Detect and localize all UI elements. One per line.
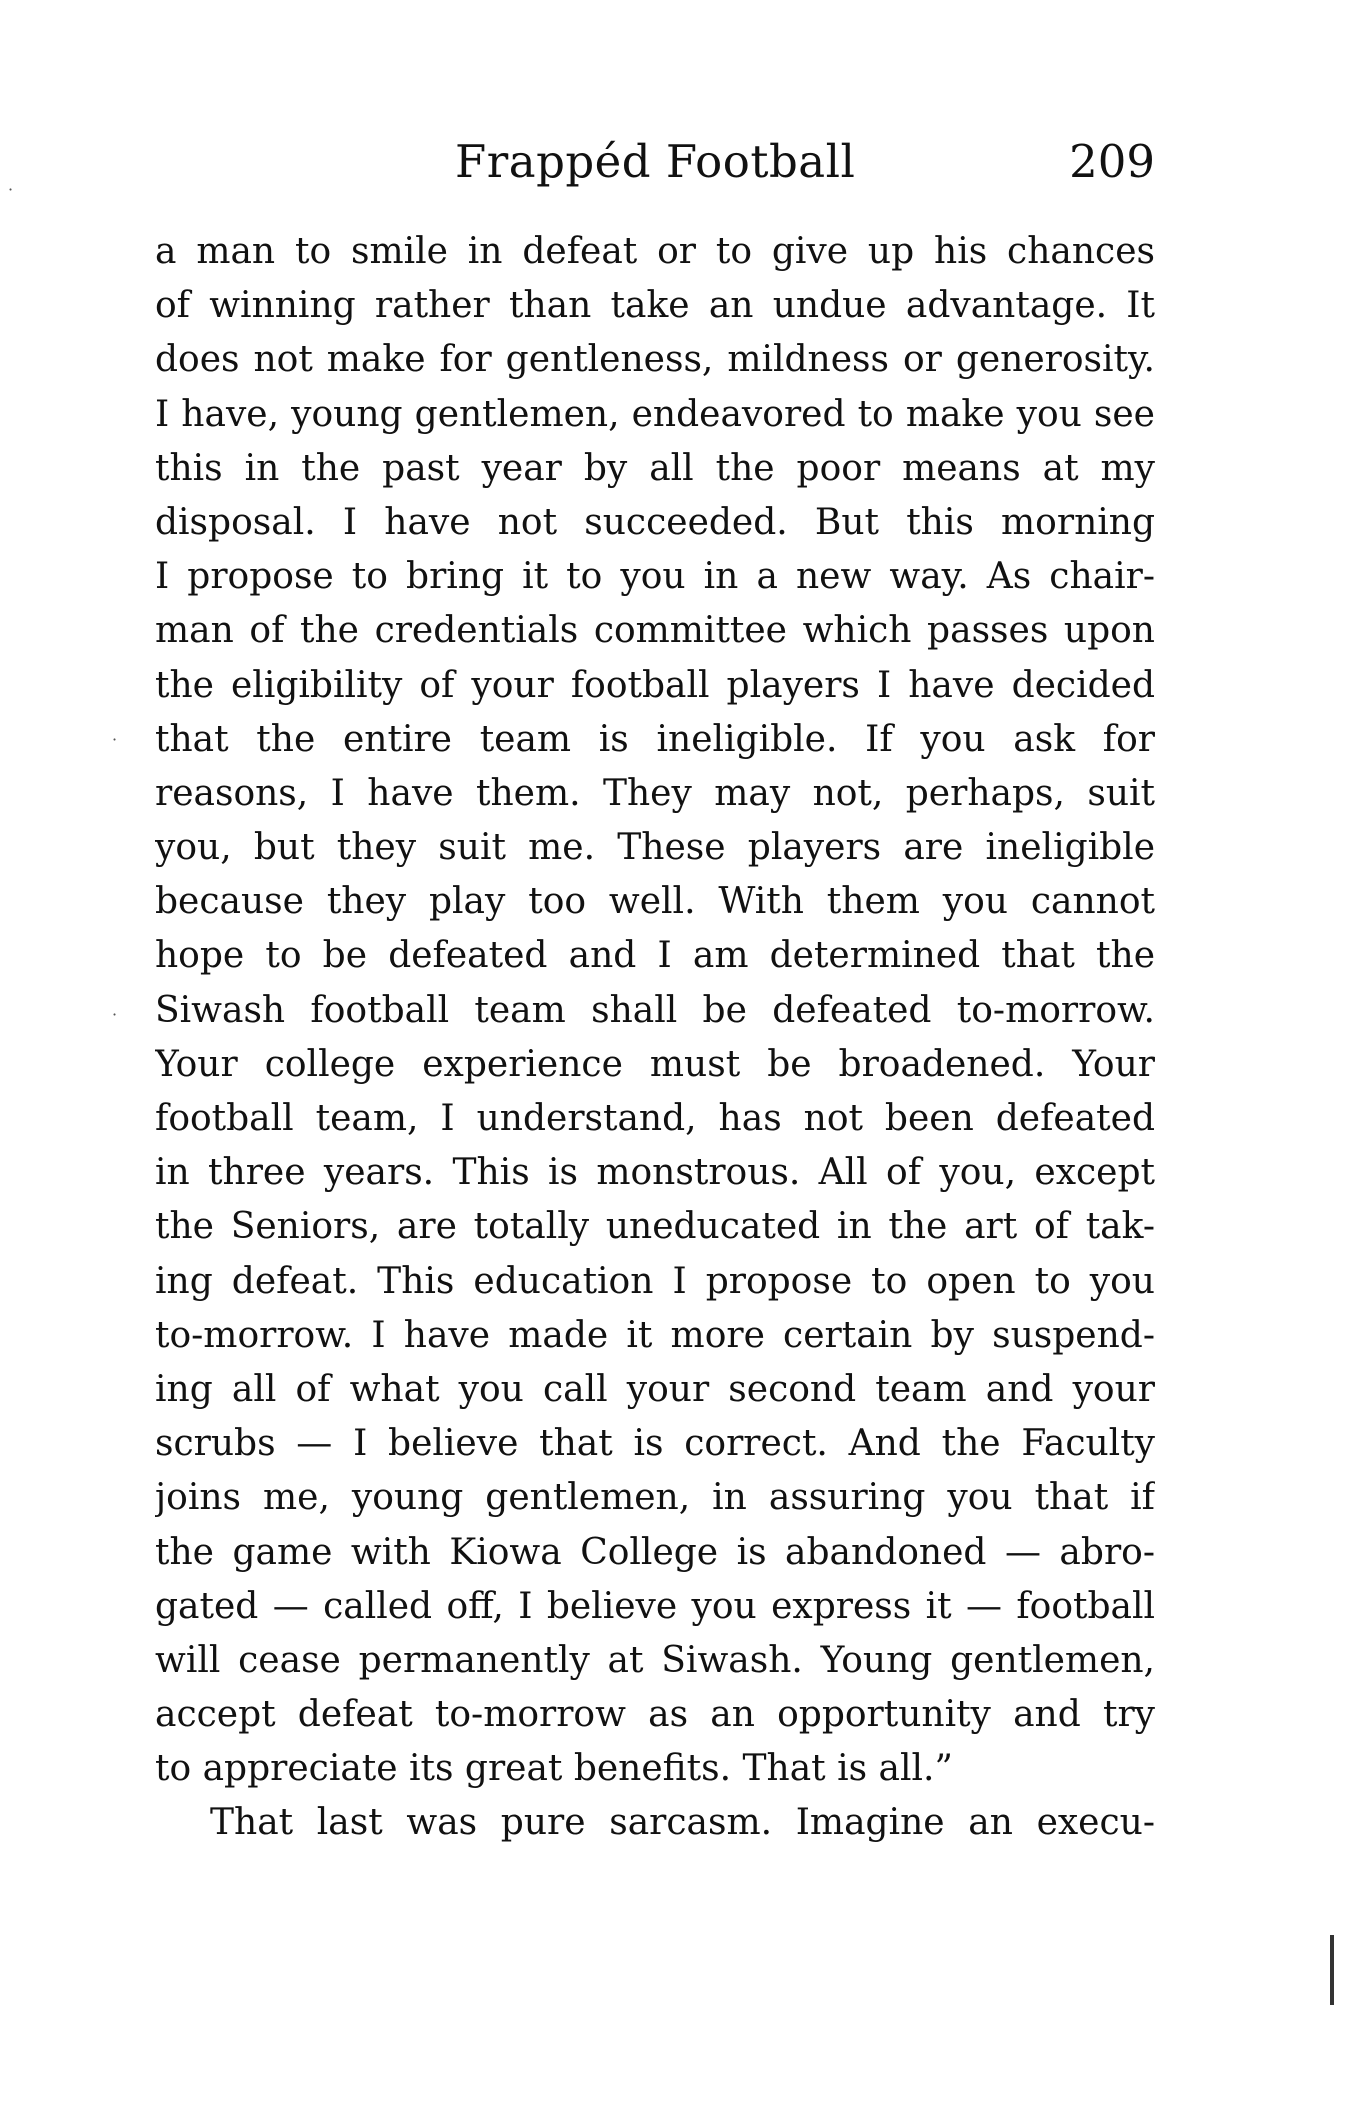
- text-line: this in the past year by all the poor means at my: [155, 447, 1155, 489]
- text-line: the eligibility of your football players I have decided: [155, 664, 1155, 706]
- text-line: a man to smile in defeat or to give up his chances: [155, 231, 1155, 272]
- scan-speck: ·: [8, 180, 14, 199]
- scan-speck: ·: [112, 730, 118, 749]
- text-line: to appreciate its great benefits. That is all.”: [155, 1748, 953, 1790]
- text-line: ing all of what you call your second team and your: [155, 1368, 1155, 1410]
- text-line: the Seniors, are totally uneducated in the art of tak-: [155, 1206, 1155, 1248]
- page-header: [155, 135, 1155, 195]
- text-line: in three years. This is monstrous. All of you, except: [155, 1152, 1155, 1194]
- text-line: disposal. I have not succeeded. But this morning: [155, 501, 1155, 543]
- text-line: gated — called off, I believe you express it — football: [155, 1585, 1155, 1627]
- text-line: scrubs — I believe that is correct. And the Faculty: [155, 1423, 1155, 1465]
- text-line: to-morrow. I have made it more certain by suspend-: [155, 1314, 1155, 1356]
- text-line: you, but they suit me. These players are ineligible: [155, 827, 1155, 869]
- text-line: reasons, I have them. They may not, perhaps, suit: [155, 772, 1155, 814]
- running-title: Frappéd Football: [455, 135, 856, 188]
- text-line: the game with Kiowa College is abandoned — abro-: [155, 1531, 1155, 1573]
- scan-edge-mark: [1330, 1935, 1334, 2005]
- text-line: man of the credentials committee which passes upon: [155, 610, 1155, 652]
- text-line: ing defeat. This education I propose to open to you: [155, 1260, 1155, 1302]
- page-number: 209: [1069, 135, 1155, 188]
- text-line: hope to be defeated and I am determined that the: [155, 935, 1155, 977]
- text-line: I have, young gentlemen, endeavored to make you see: [155, 393, 1155, 435]
- text-line: because they play too well. With them you cannot: [155, 881, 1155, 923]
- text-line: does not make for gentleness, mildness or generosity.: [155, 339, 1155, 381]
- body-text: [155, 225, 1155, 1851]
- text-line: joins me, young gentlemen, in assuring you that if: [155, 1477, 1155, 1519]
- text-line: football team, I understand, has not been defeated: [155, 1098, 1155, 1139]
- text-line: of winning rather than take an undue advantage. It: [155, 285, 1155, 327]
- text-line: I propose to bring it to you in a new way. As chair-: [155, 556, 1155, 598]
- text-line: Your college experience must be broadened. Your: [155, 1043, 1155, 1085]
- text-line: that the entire team is ineligible. If you ask for: [155, 718, 1155, 760]
- text-line: accept defeat to-morrow as an opportunity and try: [155, 1694, 1155, 1736]
- scan-speck: ·: [112, 1005, 118, 1024]
- text-line: Siwash football team shall be defeated to-morrow.: [155, 989, 1155, 1031]
- paragraph-first-line: That last was pure sarcasm. Imagine an execu-: [210, 1802, 1155, 1844]
- text-line: will cease permanently at Siwash. Young gentlemen,: [155, 1639, 1155, 1681]
